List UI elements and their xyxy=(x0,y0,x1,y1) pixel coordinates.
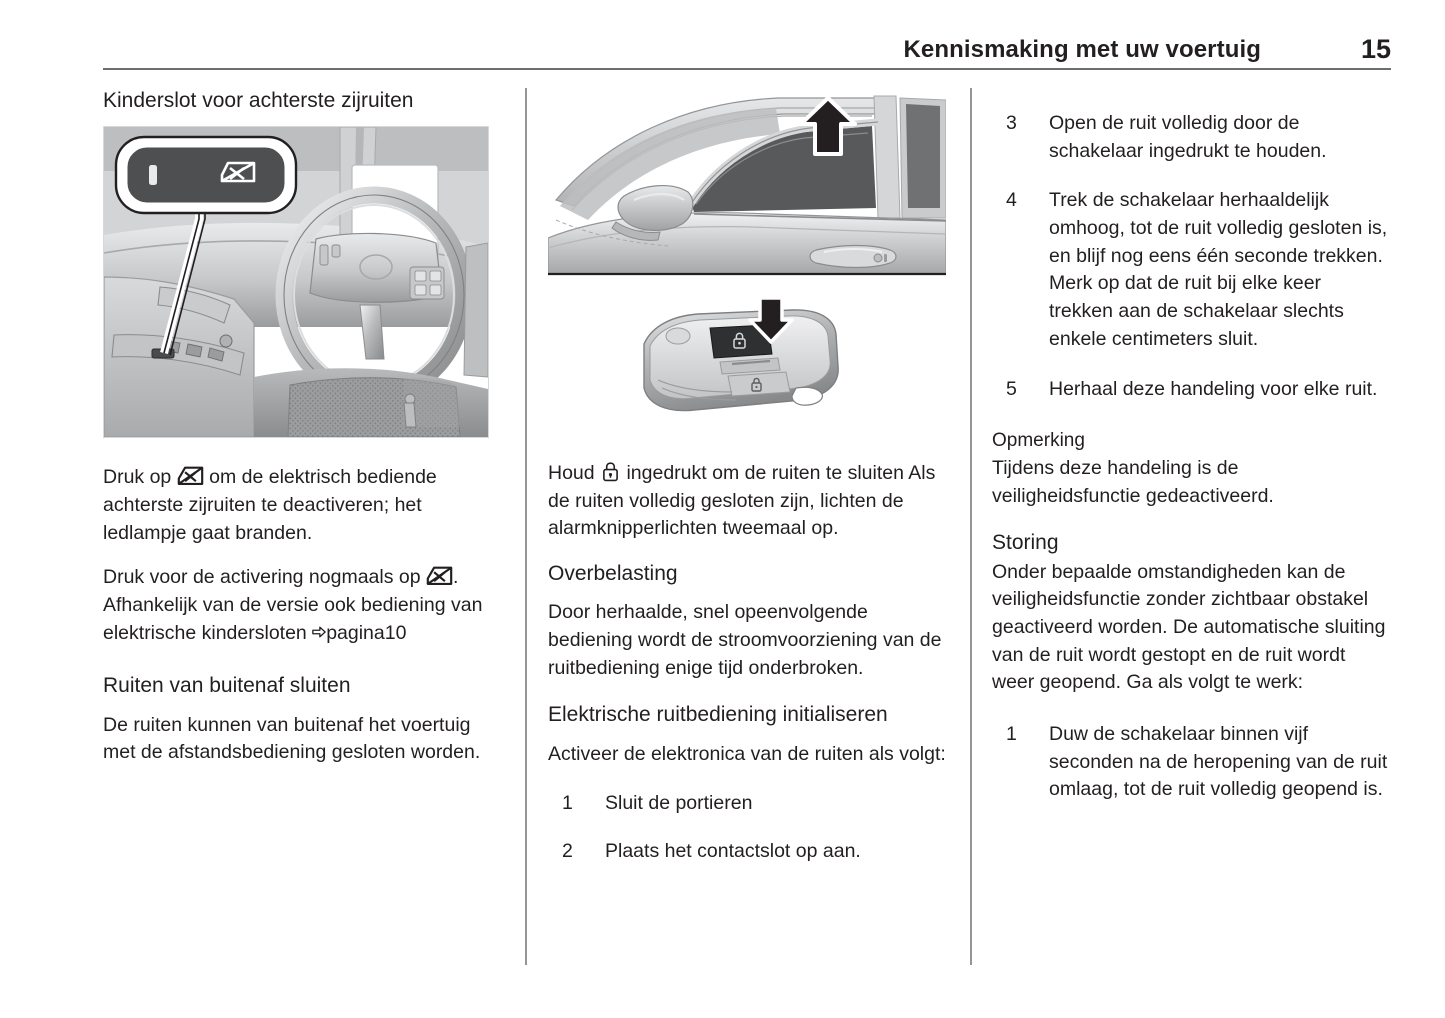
column-divider-right xyxy=(970,88,972,965)
section-heading-child-lock: Kinderslot voor achterste zijruiten xyxy=(103,89,414,112)
step-number: 3 xyxy=(1006,112,1017,134)
step-number: 5 xyxy=(1006,377,1017,400)
paragraph-overload: Door herhaalde, snel opeenvolgende bediening wordt de stroomvoorziening van de ruitbediening enige tijd onderbroken. xyxy=(548,601,942,679)
step-number: 1 xyxy=(1006,723,1017,745)
middle-column xyxy=(548,88,948,886)
car-interior-illustration xyxy=(104,127,488,437)
section-heading-initialise: Elektrische ruitbediening initialiseren xyxy=(548,703,888,727)
list-item xyxy=(548,790,948,818)
page-reference: pagina10 xyxy=(326,621,407,644)
text-after-lock-icon: ingedrukt om de ruiten te sluiten Als de ruiten volledig gesloten zijn, lichten de alarmknipperlichten tweemaal op. xyxy=(548,462,936,540)
step-text: Sluit de portieren xyxy=(605,792,753,815)
page-title: Kennismaking met uw voertuig xyxy=(903,36,1261,63)
steps-fault xyxy=(992,721,1390,804)
paragraph-deactivate-child-lock xyxy=(103,464,495,547)
step-number: 1 xyxy=(562,792,573,815)
figure-car-interior xyxy=(103,126,489,438)
text-before-lock-icon: Houd xyxy=(548,462,601,484)
header-rule xyxy=(103,68,1391,70)
right-column xyxy=(992,88,1390,822)
paragraph-note: Tijdens deze handeling is de veiligheidsfunctie gedeactiveerd. xyxy=(992,456,1274,507)
step-number: 2 xyxy=(562,840,573,862)
lock-icon xyxy=(602,462,619,482)
left-column xyxy=(103,88,495,784)
figure-side-window xyxy=(548,88,946,298)
section-heading-note: Opmerking xyxy=(992,430,1085,452)
paragraph-hold-lock xyxy=(548,460,948,543)
steps-initialise xyxy=(548,790,948,865)
car-side-window-illustration xyxy=(548,88,946,298)
text-before-icon: Druk op xyxy=(103,466,177,489)
list-item xyxy=(992,376,1390,404)
list-item xyxy=(992,110,1390,165)
text-after-icon: om de elektrisch bediende achterste zijruiten te deactiveren; het ledlampje gaat branden. xyxy=(103,466,437,544)
paragraph-initialise: Activeer de elektronica van de ruiten als volgt: xyxy=(548,742,946,765)
paragraph-close-from-outside: De ruiten kunnen van buitenaf het voertuig met de afstandsbediening gesloten worden. xyxy=(103,713,481,764)
list-item xyxy=(548,838,948,866)
section-heading-fault: Storing xyxy=(992,531,1059,555)
step-text: Open de ruit volledig door de schakelaar ingedrukt te houden. xyxy=(1049,112,1327,162)
step-text: Duw de schakelaar binnen vijf seconden na de heropening van de ruit omlaag, tot de ruit volledig geopend is. xyxy=(1049,723,1388,801)
steps-initialise-continued xyxy=(992,110,1390,403)
callout-child-lock-button xyxy=(116,137,296,213)
child-lock-window-icon xyxy=(177,465,204,487)
paragraph-activate-child-lock xyxy=(103,564,495,647)
figure-key-fob xyxy=(548,298,946,438)
text-before-icon-2: Druk voor de activering nogmaals op xyxy=(103,566,426,589)
remote-key-fob-illustration xyxy=(548,298,946,438)
arrow-right-icon xyxy=(312,625,326,641)
text-after-icon-2: . Afhankelijk van de versie ook bediening van elektrische kindersloten xyxy=(103,566,483,644)
section-heading-overload: Overbelasting xyxy=(548,562,678,586)
step-text: Trek de schakelaar herhaaldelijk omhoog, tot de ruit volledig gesloten is, en blijf nog eens één seconde trekken. Merk op dat de ruit bij elke keer trekken aan de schakelaar slechts enkele centimeters sluit. xyxy=(1049,189,1388,350)
section-heading-close-from-outside: Ruiten van buitenaf sluiten xyxy=(103,674,351,698)
child-lock-window-icon xyxy=(426,565,453,587)
list-item xyxy=(992,721,1390,804)
list-item xyxy=(992,187,1390,353)
step-text: Plaats het contactslot op aan. xyxy=(605,840,861,862)
page-number: 15 xyxy=(1360,34,1391,64)
step-text: Herhaal deze handeling voor elke ruit. xyxy=(1049,377,1378,400)
column-divider-left xyxy=(525,88,527,965)
step-number: 4 xyxy=(1006,189,1017,212)
paragraph-fault: Onder bepaalde omstandigheden kan de veiligheidsfunctie zonder zichtbaar obstakel geactiveerd worden. De automatische sluiting van de ruit wordt gestopt en de ruit wordt weer geopend. Ga als volgt te werk: xyxy=(992,560,1386,694)
page-header xyxy=(103,36,1391,70)
